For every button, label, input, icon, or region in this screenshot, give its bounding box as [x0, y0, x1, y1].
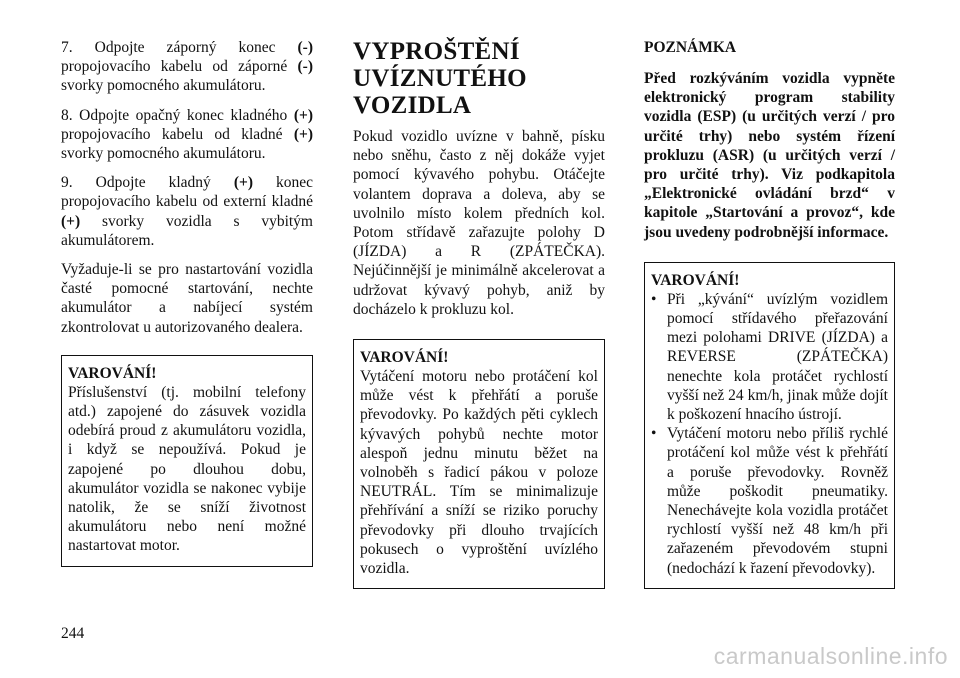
warning-title: VAROVÁNÍ! [651, 271, 740, 289]
column-middle [353, 38, 605, 589]
dealer-paragraph: Vyžaduje-li se pro nastartování vozidla časté pomocné startování, nechte akumulátor a nabíjecí systém zkontrolovat u autorizovaného dealera. [61, 261, 313, 336]
warning-item: • Při „kývání“ uvízlým vozidlem pomocí střídavého přeřazování mezi polohami DRIVE (JÍZDA) a REVERSE (ZPÁTEČKA) nenechte kola protáčet rychlostí vyšší než 24 km/h, jinak může dojít k poškození hnacího ústrojí. [651, 290, 888, 424]
warning-item: • Vytáčení motoru nebo příliš rychlé protáčení kol může vést k přehřátí a poruše převodovky. Rovněž může poškodit pneumatiky. Nenechávejte kola vozidla protáčet rychlostí vyšší než 48 km/h při zařazeném převodovém stupni (nedochází k řazení převodovky). [651, 424, 888, 578]
warning-title: VAROVÁNÍ! [360, 349, 449, 367]
warning-box-rocking [644, 262, 895, 589]
section-heading: VYPROŠTĚNÍ UVÍZNUTÉHO VOZIDLA [353, 38, 527, 119]
warning-box-overheat [353, 339, 605, 589]
watermark: carmanualsonline.info [713, 643, 948, 669]
rocking-paragraph: Pokud vozidlo uvízne v bahně, písku nebo sněhu, často z něj dokáže vyjet pomocí kývavého pohybu. Otáčejte volantem doprava a doleva, aby se uvolnilo místo kolem předních kol. Potom střídavě zařazujte polohy D (JÍZDA) a R (ZPÁTEČKA). Nejúčinnější je minimálně akcelerovat a udržovat kývavý pohyb, aniž by docházelo k prokluzu kol. [353, 128, 605, 318]
warning-text: Vytáčení motoru nebo protáčení kol může vést k přehřátí a poruše převodovky. Po každých pěti cyklech kývavých pohybů nechte motor alespoň jednu minutu běžet na volnoběh s řadicí pákou v poloze NEUTRÁL. Tím se minimalizuje přehřívání a sníží se riziko poruchy převodovky při dlouho trvajících pokusech o vyproštění uvízlého vozidla. [360, 368, 598, 578]
step-8: 8. Odpojte opačný konec kladného (+) propojovacího kabelu od kladné (+) svorky pomocného akumulátoru. [61, 106, 313, 163]
column-left [61, 38, 313, 567]
column-right [644, 38, 895, 589]
warning-list [651, 290, 888, 578]
warning-text: Příslušenství (tj. mobilní telefony atd.) zapojené do zásuvek vozidla odebírá proud z akumulátoru vozidla, i když se nepoužívá. Pokud je zapojené po dlouhou dobu, akumulátor vozidla se nakonec vybije natolik, že se sníží životnost akumulátoru nebo není možné nastartovat motor. [68, 383, 306, 555]
warning-box-accessories [61, 355, 313, 567]
page-number: 244 [61, 625, 85, 642]
step-7: 7. Odpojte záporný konec (-) propojovacího kabelu od záporné (-) svorky pomocného akumulátoru. [61, 39, 314, 95]
note-title: POZNÁMKA [644, 39, 737, 56]
warning-title: VAROVÁNÍ! [68, 364, 157, 382]
note-text: Před rozkýváním vozidla vypněte elektronický program stability vozidla (ESP) (u určitých verzí / pro určité trhy) nebo systém řízení prokluzu (ASR) (u určitých verzí / pro určité trhy). Viz podkapitola „Elektronické ovládání brzd“ v kapitole „Startování a provoz“, kde jsou uvedeny podrobnější informace. [644, 70, 895, 241]
step-9: 9. Odpojte kladný (+) konec propojovacího kabelu od externí kladné (+) svorky vozidla s vybitým akumulátorem. [61, 174, 314, 249]
